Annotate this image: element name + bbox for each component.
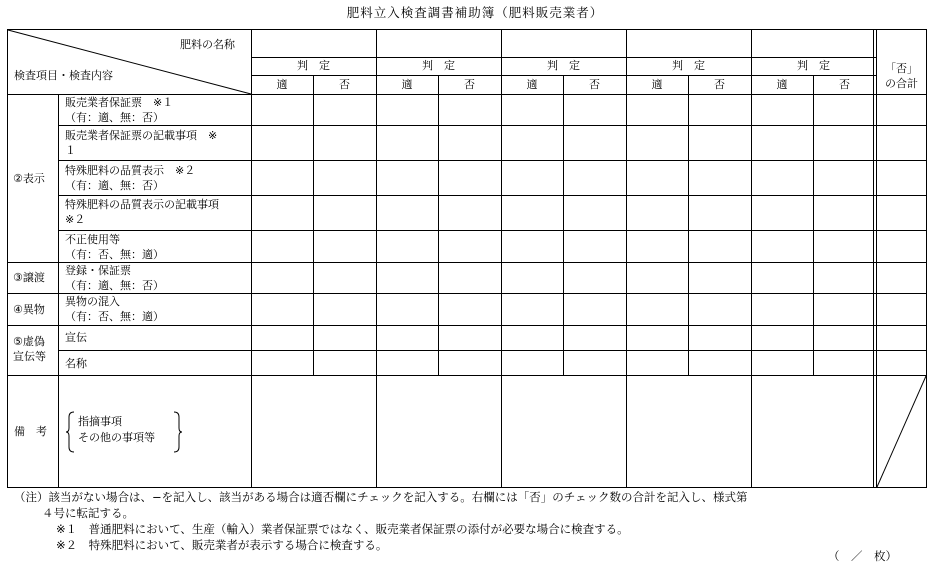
- group-false-ad: 宣伝等: [13, 350, 46, 363]
- page-count: （ ／ 枚）: [828, 549, 897, 563]
- remarks-item: その他の事項等: [78, 431, 155, 444]
- item-label: １: [65, 144, 76, 157]
- fertilizer-name-label: 肥料の名称: [180, 38, 235, 51]
- footnotes: [14, 489, 748, 553]
- item-criteria: （有：適、無：否）: [65, 179, 164, 192]
- remarks-item: 指摘事項: [78, 415, 122, 428]
- pass-header: 適: [401, 78, 413, 91]
- remarks-label: 備 考: [14, 425, 47, 438]
- item-criteria: （有：適、無：否）: [65, 279, 164, 292]
- note-main-continued: ４号に転記する。: [42, 506, 134, 520]
- note-1: ※１ 普通肥料において、生産（輸入）業者保証票ではなく、販売業者保証票の添付が必要な場合に検査する。: [56, 522, 629, 536]
- item-criteria: （有：適、無：否）: [65, 111, 164, 124]
- judgement-header: 判 定: [297, 59, 330, 72]
- inspection-item-label: 検査項目・検査内容: [14, 69, 113, 82]
- item-label: 名称: [65, 357, 87, 370]
- item-label: 異物の混入: [65, 295, 120, 308]
- item-label: 特殊肥料の品質表示 ※２: [65, 164, 196, 177]
- fail-header: 否: [464, 78, 475, 91]
- fail-total-header: の合計: [885, 77, 918, 90]
- item-label: 販売業者保証票 ※１: [65, 96, 174, 109]
- note-main: （注）該当がない場合は、−を記入し、該当がある場合は適否欄にチェックを記入する。右欄には「否」のチェック数の合計を記入し、様式第: [14, 490, 748, 504]
- fail-total-header: 「否」: [885, 62, 918, 75]
- group-foreign-matter: ④異物: [13, 303, 45, 316]
- judgement-header: 判 定: [422, 59, 455, 72]
- fail-header: 否: [714, 78, 725, 91]
- item-label: 特殊肥料の品質表示の記載事項: [65, 198, 219, 211]
- note-2: ※２ 特殊肥料において、販売業者が表示する場合に検査する。: [56, 538, 388, 552]
- judgement-header: 判 定: [797, 59, 830, 72]
- judgement-header: 判 定: [672, 59, 705, 72]
- pass-header: 適: [776, 78, 788, 91]
- item-label: 不正使用等: [65, 233, 120, 246]
- item-label: ※２: [65, 213, 86, 226]
- item-label: 登録・保証票: [65, 264, 131, 277]
- pass-header: 適: [276, 78, 288, 91]
- item-label: 販売業者保証票の記載事項 ※: [65, 129, 218, 142]
- fail-header: 否: [339, 78, 350, 91]
- pass-header: 適: [651, 78, 663, 91]
- fail-header: 否: [839, 78, 850, 91]
- group-false-ad: ⑤虚偽: [13, 335, 45, 348]
- group-transfer: ③譲渡: [13, 271, 45, 284]
- form-title: 肥料立入検査調書補助簿（肥料販売業者）: [346, 5, 604, 20]
- judgement-header: 判 定: [547, 59, 580, 72]
- item-criteria: （有：否、無：適）: [65, 248, 164, 261]
- fail-header: 否: [589, 78, 600, 91]
- pass-header: 適: [526, 78, 538, 91]
- item-label: 宣伝: [65, 331, 87, 344]
- group-display: ②表示: [13, 172, 45, 185]
- item-criteria: （有：否、無：適）: [65, 310, 164, 323]
